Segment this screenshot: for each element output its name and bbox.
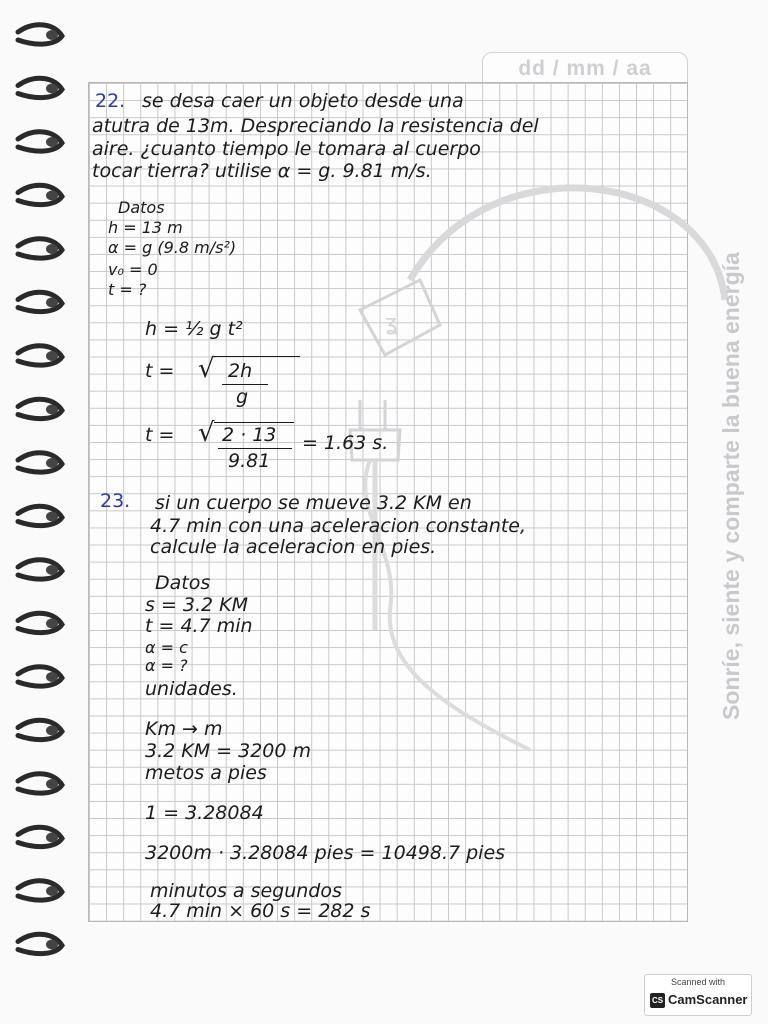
spiral-hole [46,458,58,468]
problem-23-line-3: calcule la aceleracion en pies. [150,536,437,558]
conversion-km-m: Km → m [145,718,223,740]
spiral-hole [46,512,58,522]
formula-t2-den: 9.81 [228,450,271,472]
datos-23-a: α = ? [145,656,188,675]
sqrt-symbol-2: √ [198,418,215,448]
sqrt-bar-1 [214,356,300,357]
spiral-hole [46,191,58,201]
spiral-hole [46,779,58,789]
formula-t2-lhs: t = [145,424,175,446]
problem-22-line-4: tocar tierra? utilise α = g. 9.81 m/s. [92,160,432,182]
formula-h: h = ½ g t² [145,318,243,340]
datos-22-t: t = ? [108,280,147,299]
spiral-binding [0,10,70,970]
conversion-3200m: 3.2 KM = 3200 m [145,740,312,762]
formula-t2-result: = 1.63 s. [302,432,389,454]
slogan-watermark: Sonríe, siente y comparte la buena energía [718,252,744,720]
conversion-factor: 1 = 3.28084 [145,802,264,824]
fraction-bar-1 [222,384,268,385]
conversion-pies-result: 3200m · 3.28084 pies = 10498.7 pies [145,842,506,864]
cable-curve [410,188,725,300]
problem-22-line-2: atutra de 13m. Despreciando la resistencia del [92,115,539,137]
conversion-282s: 4.7 min × 60 s = 282 s [150,900,371,922]
sqrt-symbol-1: √ [198,354,215,384]
spiral-rings [18,25,62,954]
formula-t-lhs: t = [145,360,175,382]
datos-22-h: h = 13 m [108,218,183,237]
spiral-hole [46,565,58,575]
problem-23-number: 23. [100,490,131,512]
spiral-hole [46,886,58,896]
spiral-hole [46,405,58,415]
spiral-hole [46,726,58,736]
spiral-hole [46,940,58,950]
camscanner-stamp [644,974,752,1016]
datos-22-a: α = g (9.8 m/s²) [108,238,237,257]
datos-23-t: t = 4.7 min [145,615,253,637]
camscanner-name: CamScanner [668,992,748,1007]
datos-title-22: Datos [118,198,165,217]
bulb-outline [360,280,440,355]
spiral-hole [46,833,58,843]
problem-23-line-1: si un cuerpo se mueve 3.2 KM en [155,492,472,514]
datos-23-s: s = 3.2 KM [145,594,249,616]
spiral-hole [46,619,58,629]
bulb-icon: ʓ [385,311,398,336]
formula-t-den: g [236,386,249,408]
conversion-metros-pies: metos a pies [145,762,267,784]
problem-23-line-2: 4.7 min con una aceleracion constante, [150,515,527,537]
formula-t2-num: 2 · 13 [222,424,277,446]
spiral-hole [46,351,58,361]
datos-22-v0: v₀ = 0 [108,260,158,279]
scanned-with-label: Scanned with [670,977,726,987]
datos-title-23: Datos [155,572,211,594]
datos-23-a-const: α = c [145,638,188,657]
date-field: dd / mm / aa [482,52,688,85]
plug-illustration [330,150,750,770]
unidades-title: unidades. [145,678,238,700]
spiral-hole [46,672,58,682]
camscanner-logo-icon: CS [650,993,665,1008]
conversion-min-seg: minutos a segundos [150,880,342,902]
spiral-hole [46,30,58,40]
fraction-bar-2 [218,448,292,449]
problem-22-line-1: se desa caer un objeto desde una [142,90,464,112]
problem-22-line-3: aire. ¿cuanto tiempo le tomara al cuerpo [92,138,481,160]
formula-t-num: 2h [228,360,253,382]
spiral-hole [46,137,58,147]
spiral-hole [46,244,58,254]
spiral-hole [46,298,58,308]
problem-22-number: 22. [95,90,126,112]
sqrt-bar-2 [214,422,294,423]
spiral-hole [46,84,58,94]
